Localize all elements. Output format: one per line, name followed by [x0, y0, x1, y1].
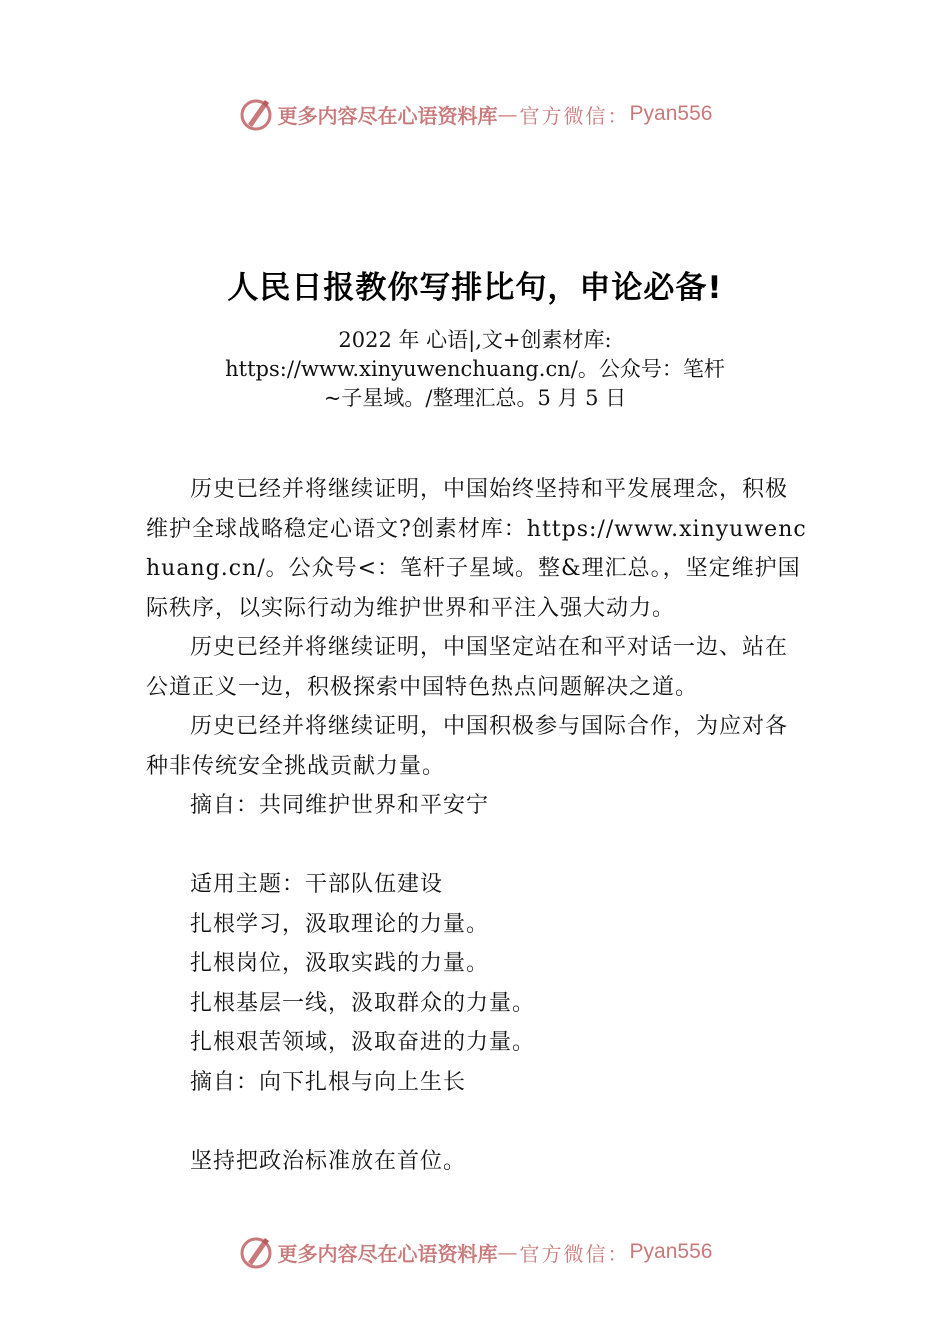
body-paragraph: 历史已经并将继续证明，中国始终坚持和平发展理念，积极维护全球战略稳定心语文?创素材库：https://www.xinyuwenchuang.cn/。公众号<：笔杆子星域。整&理汇总。，坚定维护国际秩序，以实际行动为维护世界和平注入强大动力。	[146, 477, 807, 621]
watermark-banner-bottom	[0, 1232, 950, 1272]
body-paragraph: 历史已经并将继续证明，中国积极参与国际合作，为应对各种非传统安全挑战贡献力量。	[146, 714, 789, 779]
pen-logo-icon	[238, 96, 274, 132]
source-citation: 摘自：共同维护世界和平安宁	[190, 793, 490, 818]
meta-line: 2022 年 心语|,文+创素材库:	[338, 328, 612, 352]
document-title: 人民日报教你写排比句，申论必备!	[227, 270, 723, 306]
body-paragraph: 扎根艰苦领域，汲取奋进的力量。	[190, 1030, 536, 1055]
body-paragraph: 坚持把政治标准放在首位。	[190, 1148, 467, 1174]
meta-line: ~子星域。/整理汇总。5 月 5 日	[323, 386, 627, 410]
source-citation: 摘自：向下扎根与向上生长	[190, 1069, 467, 1095]
watermark-wechat-id: Pyan556	[629, 1240, 713, 1263]
watermark-main-text: 更多内容尽在心语资料库	[277, 103, 498, 128]
body-paragraph: 扎根基层一线，汲取群众的力量。	[190, 990, 536, 1016]
watermark-sub-text: 官方微信：	[519, 103, 630, 128]
paragraph-gap	[146, 1102, 810, 1142]
watermark-main-text: 更多内容尽在心语资料库	[277, 1241, 498, 1266]
body-paragraph: 扎根岗位，汲取实践的力量。	[190, 951, 490, 976]
watermark-dash: —	[497, 102, 520, 126]
watermark-wechat-id: Pyan556	[629, 102, 713, 125]
document-meta	[150, 326, 800, 413]
watermark-banner-top	[0, 94, 950, 134]
pen-logo-icon	[238, 1234, 274, 1270]
topic-heading: 适用主题：干部队伍建设	[190, 872, 444, 897]
body-paragraph: 历史已经并将继续证明，中国坚定站在和平对话一边、站在公道正义一边，积极探索中国特色热点问题解决之道。	[146, 635, 789, 700]
meta-line: https://www.xinyuwenchuang.cn/。公众号：笔杆	[225, 357, 725, 381]
body-paragraph: 扎根学习，汲取理论的力量。	[190, 911, 490, 937]
paragraph-gap	[146, 826, 810, 866]
document-body	[146, 470, 810, 1181]
watermark-dash: —	[497, 1240, 520, 1264]
watermark-sub-text: 官方微信：	[519, 1241, 630, 1266]
